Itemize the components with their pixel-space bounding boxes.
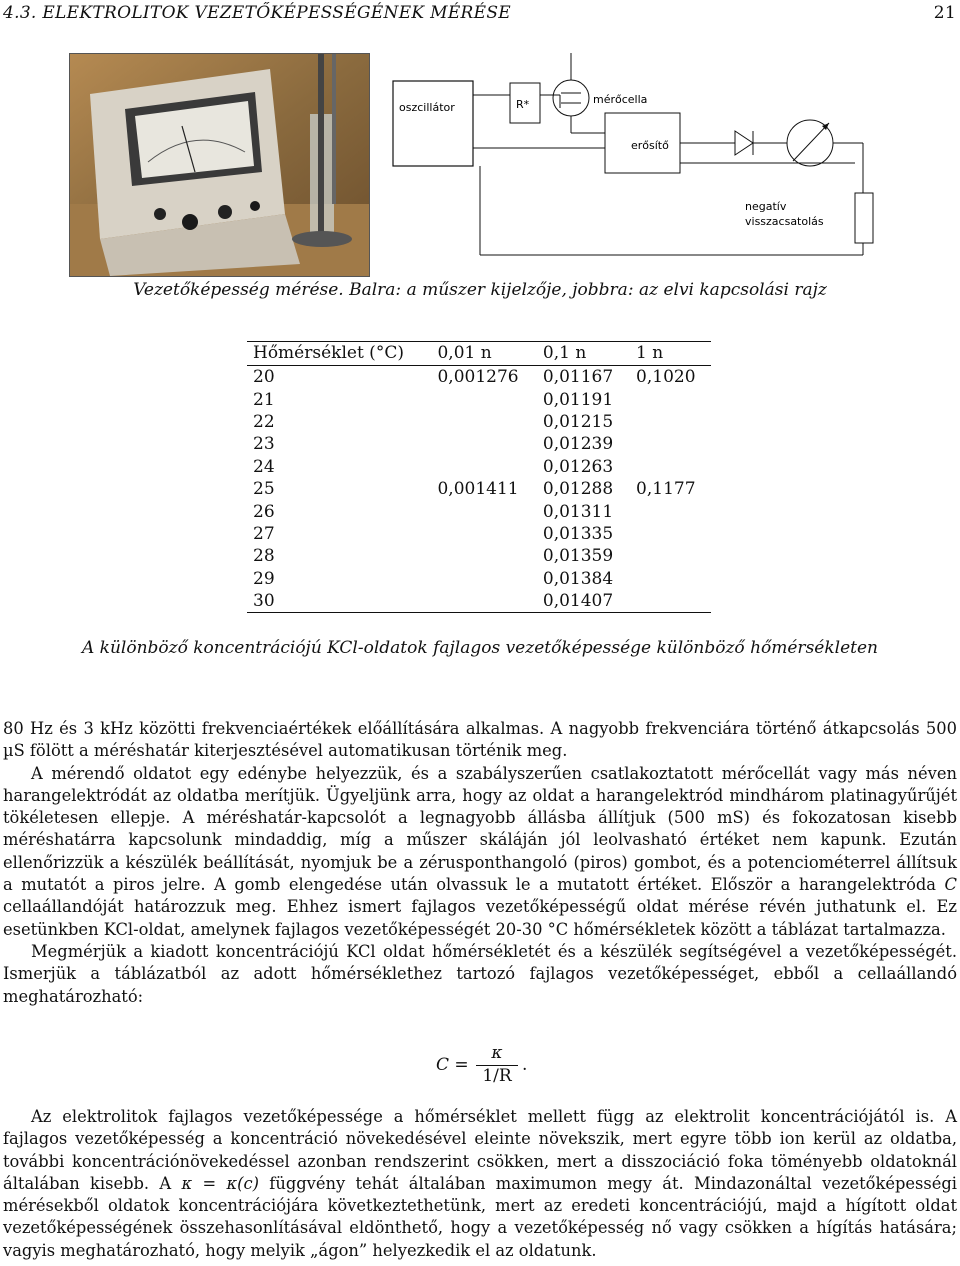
table-cell: 0,1177 xyxy=(636,479,696,500)
table-cell: 0,01311 xyxy=(542,501,614,522)
table-cell: 0,001276 xyxy=(437,367,519,388)
page-number: 21 xyxy=(933,3,956,23)
table-cell xyxy=(431,456,536,478)
table-cell xyxy=(630,523,711,545)
paragraph-1: 80 Hz és 3 kHz közötti frekvenciaértékek előállítására alkalmas. A nagyobb frekvenciára történő átkapcsolás 500 µS fölött a méréshatár kiterjesztésével automatikusan történik meg. xyxy=(3,719,957,761)
table-cell xyxy=(630,545,711,567)
table-cell: 30 xyxy=(247,590,431,613)
formula-lhs: C = xyxy=(436,1055,469,1075)
table-cell: 23 xyxy=(253,434,275,455)
table-header-row xyxy=(247,342,711,366)
table-row xyxy=(247,590,711,613)
table-cell xyxy=(431,545,536,567)
formula-denominator: 1/R xyxy=(482,1066,512,1086)
table-row xyxy=(247,433,711,455)
table-cell: 0,01384 xyxy=(542,568,614,589)
table-cell: 0,01239 xyxy=(542,434,614,455)
table-cell xyxy=(630,568,711,590)
table-row xyxy=(247,500,711,522)
table-cell: 0,01215 xyxy=(542,411,614,432)
figure-caption: Vezetőképesség mérése. Balra: a műszer kijelzője, jobbra: az elvi kapcsolási rajz xyxy=(133,280,827,300)
table-cell xyxy=(431,523,536,545)
resistor-label: R* xyxy=(516,98,530,111)
paragraph-2: A mérendő oldatot egy edénybe helyezzük, és a szabályszerűen csatlakoztatott mérőcellát vagy más néven harangelektródát az oldatba merítjük. Ügyeljünk arra, hogy az oldat a harangelektród mindhárom platinagyűrűjét tökéletesen ellepje. A méréshatár-kapcsolót a legnagyobb állásba állítjuk (500 mS) és fokozatosan kisebb méréshatárra kapcsolunk mindaddig, míg a műszer skáláján jól leolvasható értéket nem kapunk. Ezután ellenőrizzük a készülék beállítását, nyomjuk be a zérusponthangoló (piros) gombot, és a potenciométerrel állítsuk a mutatót a piros jelre. A gomb elengedése után olvassuk le a mutatott értéket. Először a harangelektróda C cellaállandóját határozzuk meg. Ehhez ismert fajlagos vezetőképességű oldat mérése révén juthatunk el. Ez esetünkben KCl-oldat, amelynek fajlagos vezetőképességét 20-30 °C hőmérsékletek között a táblázat tartalmazza. xyxy=(3,763,957,939)
header-temperature: Hőmérséklet (°C) xyxy=(247,342,431,366)
table-caption: A különböző koncentrációjú KCl-oldatok fajlagos vezetőképessége különböző hőmérsékleten xyxy=(81,638,878,658)
oscillator-box xyxy=(393,81,473,166)
table-cell: 21 xyxy=(253,389,275,410)
table-cell: 27 xyxy=(253,523,275,544)
table-cell xyxy=(630,433,711,455)
table-row xyxy=(247,366,711,389)
page-header xyxy=(3,3,956,25)
table-cell xyxy=(630,388,711,410)
table-cell xyxy=(630,500,711,522)
section-title: 4.3. ELEKTROLITOK VEZETŐKÉPESSÉGÉNEK MÉRÉSE xyxy=(3,3,512,23)
table-cell: 28 xyxy=(253,546,275,567)
table-cell: 26 xyxy=(253,501,275,522)
table-cell: 24 xyxy=(253,456,275,477)
var-c: C xyxy=(944,875,957,895)
measuring-cell xyxy=(553,80,589,116)
table-cell: 0,01335 xyxy=(542,523,614,544)
amplifier-label: erősítő xyxy=(631,139,669,152)
diode xyxy=(735,131,753,155)
table-cell xyxy=(630,590,711,613)
table-row xyxy=(247,568,711,590)
table-cell xyxy=(431,568,536,590)
table-row xyxy=(247,523,711,545)
formula-numerator: κ xyxy=(491,1043,503,1063)
table-cell: 25 xyxy=(253,479,275,500)
table-row xyxy=(247,456,711,478)
table-cell: 0,01263 xyxy=(542,456,614,477)
instrument-photo xyxy=(69,53,370,277)
body-text-bottom xyxy=(3,1106,957,1262)
table-cell xyxy=(431,388,536,410)
table-cell: 29 xyxy=(253,568,275,589)
table-cell: 22 xyxy=(253,411,275,432)
table-row xyxy=(247,478,711,500)
table-cell: 0,01407 xyxy=(537,590,630,613)
table-row xyxy=(247,388,711,410)
paragraph-4: Az elektrolitok fajlagos vezetőképessége a hőmérséklet mellett függ az elektrolit koncentrációjától is. A fajlagos vezetőképesség a koncentráció növekedésével eleinte növekszik, mert egyre több ion kerül az oldatba, további koncentrációnövekedéssel azonban rendszerint csökken, mert a disszociáció foka töményebb oldatoknál általában kisebb. A κ = κ(c) függvény tehát általában maximumon megy át. Mindazonáltal vezetőképességi mérésekből oldatok koncentrációjára következtethetünk, mert az eredeti koncentrációjú, majd a hígított oldat vezetőképességének összehasonlításával eldönthető, hogy a vezetőképesség nő vagy csökken a hígítás hatására; vagyis meghatározható, hogy melyik „ágon” helyezkedik el az oldatunk. xyxy=(3,1107,958,1260)
kappa-function: κ = κ(c) xyxy=(181,1173,259,1193)
header-001n: 0,01 n xyxy=(431,342,536,366)
table-cell: 0,01288 xyxy=(542,479,614,500)
table-row xyxy=(247,411,711,433)
table-cell: 0,01167 xyxy=(542,367,614,388)
table-cell: 20 xyxy=(253,367,275,388)
feedback-label-2: visszacsatolás xyxy=(745,215,824,228)
paragraph-3: Megmérjük a kiadott koncentrációjú KCl oldat hőmérsékletét és a készülék segítségével a vezetőképességét. Ismerjük a táblázatból az adott hőmérséklethez tartozó fajlagos vezetőképességet, ebből a cellaállandó meghatározható: xyxy=(3,941,957,1006)
circuit-diagram xyxy=(385,53,885,258)
formula-end: . xyxy=(522,1055,528,1075)
table-cell xyxy=(431,500,536,522)
table-cell: 0,01191 xyxy=(542,389,614,410)
cell-label: mérőcella xyxy=(593,93,648,106)
header-1n: 1 n xyxy=(630,342,711,366)
table-cell xyxy=(630,411,711,433)
table-cell: 0,1020 xyxy=(636,367,696,388)
table-cell xyxy=(630,456,711,478)
feedback-resistor xyxy=(855,193,873,243)
body-text-top xyxy=(3,718,957,1008)
table-cell xyxy=(431,590,536,613)
formula-fraction xyxy=(476,1043,518,1088)
oscillator-label: oszcillátor xyxy=(399,101,455,114)
table-cell xyxy=(431,411,536,433)
table-cell: 0,01359 xyxy=(542,546,614,567)
table-row xyxy=(247,545,711,567)
feedback-label-1: negatív xyxy=(745,200,787,213)
header-01n: 0,1 n xyxy=(537,342,630,366)
table-cell: 0,001411 xyxy=(437,479,519,500)
table-cell xyxy=(431,433,536,455)
conductivity-table xyxy=(247,341,711,613)
